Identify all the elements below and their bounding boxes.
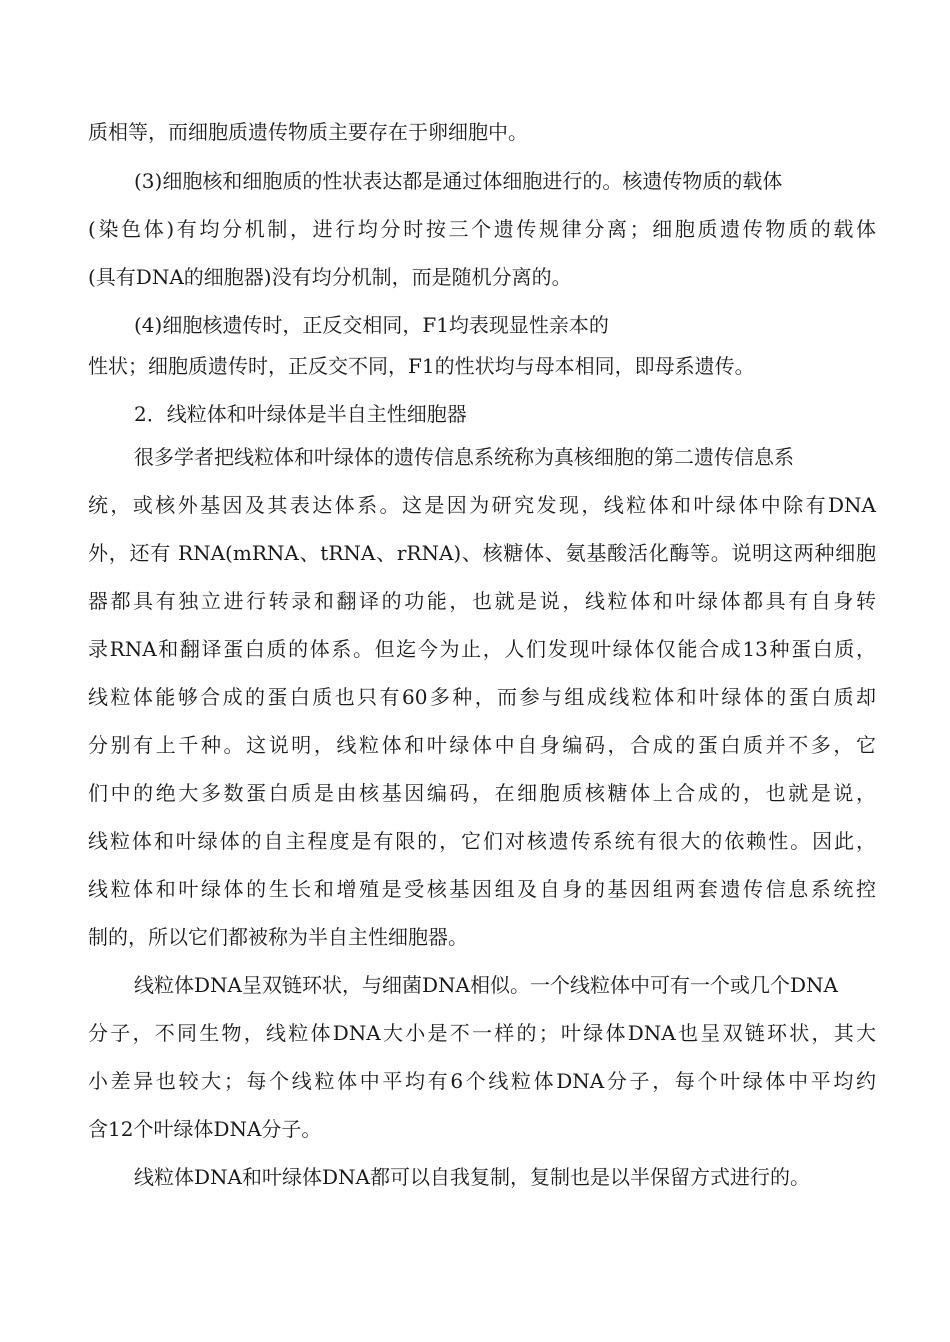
text-line: 小差异也较大；每个线粒体中平均有6个线粒体DNA分子，每个叶绿体中平均约 [88, 1069, 876, 1093]
section-heading: 2．线粒体和叶绿体是半自主性细胞器 [134, 402, 467, 426]
text-line: 录RNA和翻译蛋白质的体系。但迄今为止，人们发现叶绿体仅能合成13种蛋白质， [88, 637, 876, 661]
text-line: 线粒体DNA呈双链环状，与细菌DNA相似。一个线粒体中可有一个或几个DNA [134, 973, 838, 997]
text-line: 线粒体和叶绿体的自主程度是有限的，它们对核遗传系统有很大的依赖性。因此， [88, 829, 876, 853]
text-line: (3)细胞核和细胞质的性状表达都是通过体细胞进行的。核遗传物质的载体 [134, 169, 783, 193]
text-line: 分子，不同生物，线粒体DNA大小是不一样的；叶绿体DNA也呈双链环状，其大 [88, 1021, 876, 1045]
text-line: 外，还有 RNA(mRNA、tRNA、rRNA)、核糖体、氨基酸活化酶等。说明这两种细胞 [88, 541, 876, 565]
text-line: 分别有上千种。这说明，线粒体和叶绿体中自身编码，合成的蛋白质并不多，它 [88, 733, 876, 757]
text-line: 统，或核外基因及其表达体系。这是因为研究发现，线粒体和叶绿体中除有DNA [88, 493, 876, 517]
text-line: 们中的绝大多数蛋白质是由核基因编码，在细胞质核糖体上合成的，也就是说， [88, 781, 876, 805]
text-line: 线粒体和叶绿体的生长和增殖是受核基因组及自身的基因组两套遗传信息系统控 [88, 877, 876, 901]
text-line: 制的，所以它们都被称为半自主性细胞器。 [88, 925, 468, 949]
text-line: (具有DNA的细胞器)没有均分机制，而是随机分离的。 [88, 265, 572, 289]
text-line: 很多学者把线粒体和叶绿体的遗传信息系统称为真核细胞的第二遗传信息系 [134, 445, 794, 469]
text-line: 线粒体能够合成的蛋白质也只有60多种，而参与组成线粒体和叶绿体的蛋白质却 [88, 685, 876, 709]
text-line: 线粒体DNA和叶绿体DNA都可以自我复制，复制也是以半保留方式进行的。 [134, 1165, 810, 1189]
text-line: 质相等，而细胞质遗传物质主要存在于卵细胞中。 [88, 120, 528, 144]
text-line: 性状；细胞质遗传时，正反交不同，F1的性状均与母本相同，即母系遗传。 [88, 354, 755, 378]
text-line: 含12个叶绿体DNA分子。 [88, 1117, 322, 1141]
text-line: (染色体)有均分机制，进行均分时按三个遗传规律分离；细胞质遗传物质的载体 [88, 217, 876, 241]
text-line: 器都具有独立进行转录和翻译的功能，也就是说，线粒体和叶绿体都具有自身转 [88, 589, 876, 613]
text-line: (4)细胞核遗传时，正反交相同，F1均表现显性亲本的 [134, 313, 609, 337]
